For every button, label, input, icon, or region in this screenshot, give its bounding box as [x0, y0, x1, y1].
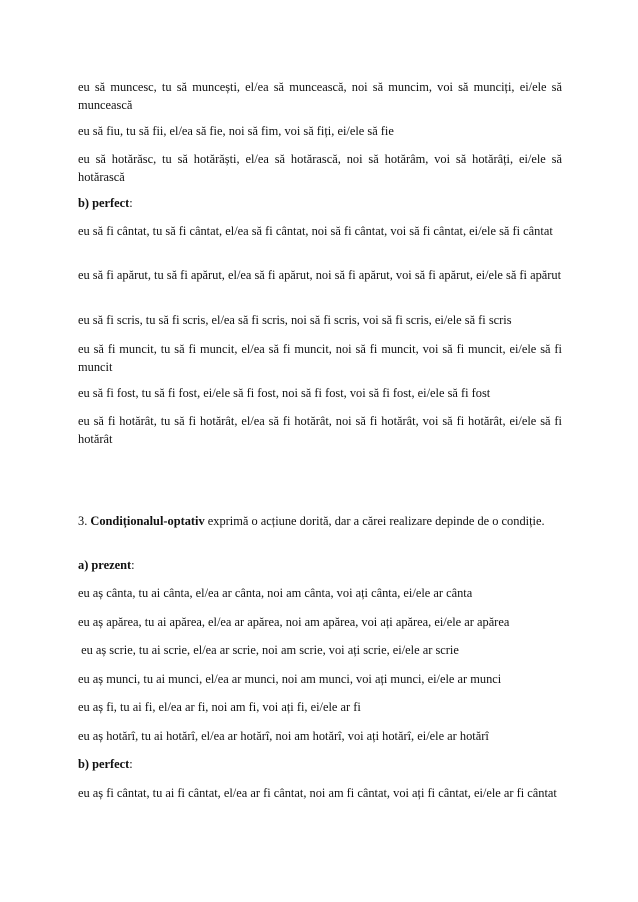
section-conditional-optativ — [78, 512, 562, 530]
paragraph-fi-fost: eu să fi fost, tu să fi fost, ei/ele să fi fost, noi să fi fost, voi să fi fost, ei/ele să fi fost — [78, 386, 491, 400]
paragraph-fi-muncit: eu să fi muncit, tu să fi muncit, el/ea să fi muncit, noi să fi muncit, voi să fi muncit, ei/ele să fi muncit — [78, 342, 562, 374]
paragraph-fi-scris: eu să fi scris, tu să fi scris, el/ea să fi scris, noi să fi scris, voi să fi scris, ei/ele să fi scris — [78, 313, 512, 327]
paragraph-as-aparea: eu aș apărea, tu ai apărea, el/ea ar apărea, noi am apărea, voi ați apărea, ei/ele ar apărea — [78, 615, 510, 629]
heading-b-perfect-1 — [78, 194, 562, 212]
paragraph-as-scrie: eu aș scrie, tu ai scrie, el/ea ar scrie, noi am scrie, voi ați scrie, ei/ele ar scrie — [78, 643, 459, 657]
paragraph-as-fi-cantat: eu aș fi cântat, tu ai fi cântat, el/ea ar fi cântat, noi am fi cântat, voi ați fi cântat, ei/ele ar fi cântat — [78, 786, 557, 800]
heading-a-prezent — [78, 556, 562, 574]
heading-b-perfect-2 — [78, 755, 562, 773]
heading-label: b) perfect — [78, 196, 130, 210]
paragraph-fi-hotarat: eu să fi hotărât, tu să fi hotărât, el/ea să fi hotărât, noi să fi hotărât, voi să fi hotărât, ei/ele să fi hotărât — [78, 414, 562, 446]
paragraph-as-fi: eu aș fi, tu ai fi, el/ea ar fi, noi am fi, voi ați fi, ei/ele ar fi — [78, 700, 361, 714]
paragraph-fi-aparut: eu să fi apărut, tu să fi apărut, el/ea să fi apărut, noi să fi apărut, voi să fi apărut, ei/ele să fi apărut — [78, 268, 562, 282]
paragraph-hotarasc: eu să hotărăsc, tu să hotărăști, el/ea să hotărască, noi să hotărâm, voi să hotărâți, ei/ele să hotărască — [78, 152, 562, 184]
paragraph-fi-cantat: eu să fi cântat, tu să fi cântat, el/ea să fi cântat, noi să fi cântat, voi să fi cântat, ei/ele să fi cântat — [78, 224, 553, 238]
heading-colon: : — [129, 196, 133, 210]
paragraph-as-canta: eu aș cânta, tu ai cânta, el/ea ar cânta, noi am cânta, voi ați cânta, ei/ele ar cânta — [78, 586, 473, 600]
heading-label: b) perfect — [78, 757, 130, 771]
paragraph-as-munci: eu aș munci, tu ai munci, el/ea ar munci, noi am munci, voi ați munci, ei/ele ar munci — [78, 672, 502, 686]
section-term: Condiționalul-optativ — [90, 514, 205, 528]
section-definition: exprimă o acțiune dorită, dar a cărei realizare depinde de o condiție. — [204, 514, 545, 528]
paragraph-muncesc: eu să muncesc, tu să muncești, el/ea să muncească, noi să muncim, voi să munciți, ei/ele să muncească — [78, 80, 562, 112]
paragraph-as-hotari: eu aș hotărî, tu ai hotărî, el/ea ar hotărî, noi am hotărî, voi ați hotărî, ei/ele ar hotărî — [78, 729, 489, 743]
heading-label: a) prezent — [78, 558, 132, 572]
section-number: 3. — [78, 514, 91, 528]
heading-colon: : — [131, 558, 135, 572]
paragraph-fiu: eu să fiu, tu să fii, el/ea să fie, noi să fim, voi să fiți, ei/ele să fie — [78, 124, 394, 138]
heading-colon: : — [129, 757, 133, 771]
